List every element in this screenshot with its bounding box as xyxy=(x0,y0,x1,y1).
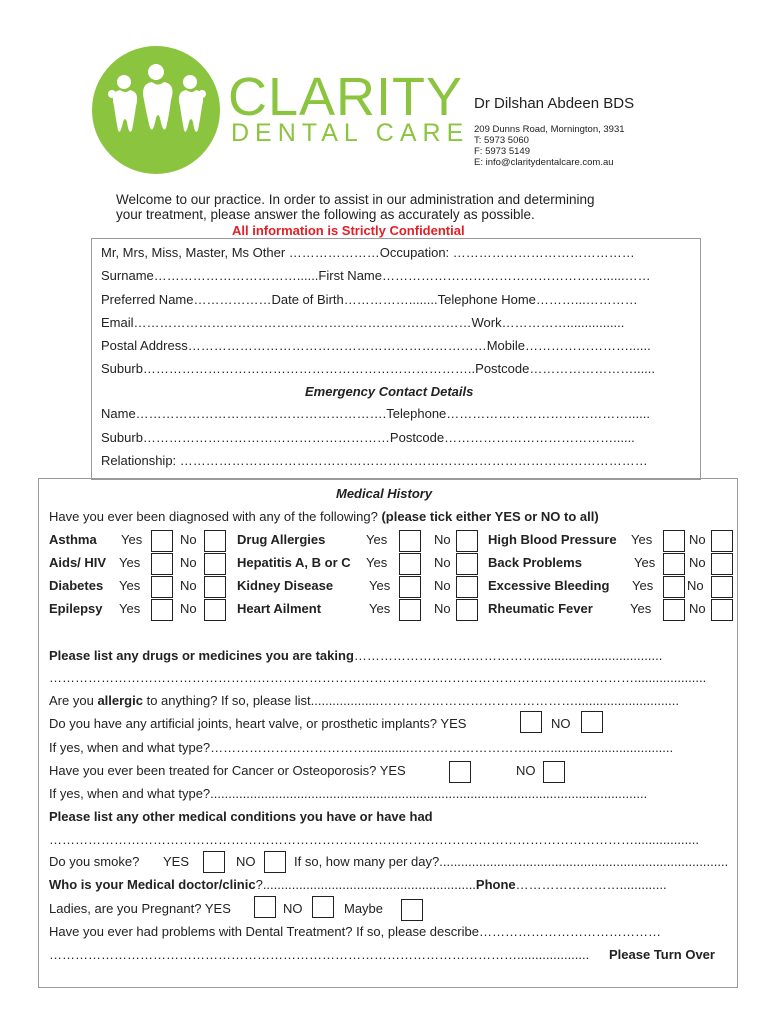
allergy-question-post: to anything? If so, please list...................………………………………………............................. xyxy=(146,693,680,708)
no-label: No xyxy=(180,578,197,593)
email-work-field[interactable]: Email……………………………………………………………………Work……………................ xyxy=(101,315,625,330)
yes-label: Yes xyxy=(632,578,654,593)
pregnant-question: Ladies, are you Pregnant? YES xyxy=(49,901,231,916)
yes-label: Yes xyxy=(119,601,141,616)
smoke-amount-field[interactable]: If so, how many per day?................................................................................ xyxy=(294,854,729,869)
allergy-field[interactable] xyxy=(49,693,679,708)
drug-allergies-no-checkbox[interactable] xyxy=(456,530,478,552)
aids-hiv-no-checkbox[interactable] xyxy=(204,553,226,575)
condition-rheumatic-fever: Rheumatic Fever xyxy=(488,601,593,616)
no-label: No xyxy=(180,532,197,547)
condition-epilepsy: Epilepsy xyxy=(49,601,103,616)
cancer-question: Have you ever been treated for Cancer or Osteoporosis? YES xyxy=(49,763,406,778)
surname-firstname-field[interactable]: Surname……………………………......First Name……………………………………………......…… xyxy=(101,268,651,283)
title-occupation-field[interactable]: Mr, Mrs, Miss, Master, Ms Other …………………Occupation: …………………………………… xyxy=(101,245,635,260)
heart-ailment-yes-checkbox[interactable] xyxy=(399,599,421,621)
doctor-name: Dr Dilshan Abdeen BDS xyxy=(474,95,635,112)
no-label: No xyxy=(434,601,451,616)
doctor-phone-label: Phone xyxy=(475,877,516,892)
condition-aids-hiv: Aids/ HIV xyxy=(49,555,107,570)
emergency-contact-heading: Emergency Contact Details xyxy=(305,384,474,399)
practice-email: E: info@claritydentalcare.com.au xyxy=(474,157,614,168)
implants-details-field[interactable]: If yes, when and what type?………………………………............………………………...….................................. xyxy=(49,740,674,755)
drugs-field[interactable] xyxy=(49,648,662,663)
other-conditions-field[interactable]: ……………………………………………………………………………………………………………………….................. xyxy=(49,832,700,847)
condition-diabetes: Diabetes xyxy=(49,578,104,593)
brand-subtitle: DENTAL CARE xyxy=(231,119,470,147)
diabetes-no-checkbox[interactable] xyxy=(204,576,226,598)
no-label: No xyxy=(687,578,704,593)
no-label: NO xyxy=(516,763,536,778)
epilepsy-no-checkbox[interactable] xyxy=(204,599,226,621)
diagnosis-question xyxy=(49,509,599,524)
please-turn-over: Please Turn Over xyxy=(609,947,715,962)
practice-phone: T: 5973 5060 xyxy=(474,135,529,146)
no-label: NO xyxy=(236,854,256,869)
hepatitis-no-checkbox[interactable] xyxy=(456,553,478,575)
no-label: No xyxy=(689,601,706,616)
implants-question: Do you have any artificial joints, heart valve, or prosthetic implants? YES xyxy=(49,716,467,731)
yes-label: Yes xyxy=(366,555,388,570)
pregnant-maybe-checkbox[interactable] xyxy=(401,899,423,921)
intro-line-2: your treatment, please answer the following as accurately as possible. xyxy=(116,207,535,222)
smoke-yes-checkbox[interactable] xyxy=(203,851,225,873)
intro-line-1: Welcome to our practice. In order to assist in our administration and determining xyxy=(116,192,595,207)
brand-name: CLARITY xyxy=(228,67,464,127)
cancer-no-checkbox[interactable] xyxy=(543,761,565,783)
drugs-question: Please list any drugs or medicines you are taking xyxy=(49,648,354,663)
condition-kidney-disease: Kidney Disease xyxy=(237,578,334,593)
yes-label: Yes xyxy=(631,532,653,547)
yes-label: Yes xyxy=(119,555,141,570)
drugs-continuation-field[interactable]: ……………………………………………………………………………………………………………………….................... xyxy=(49,670,707,685)
condition-heart-ailment: Heart Ailment xyxy=(237,601,322,616)
yes-label: Yes xyxy=(121,532,143,547)
cancer-details-field[interactable]: If yes, when and what type?......................................................................................................................... xyxy=(49,786,648,801)
doctor-phone-dots: ……………………............. xyxy=(515,877,667,892)
smoke-question: Do you smoke? xyxy=(49,854,140,869)
dental-problems-continuation[interactable]: ……………………………………………………………………………………………….................... xyxy=(49,947,590,962)
cancer-yes-checkbox[interactable] xyxy=(449,761,471,783)
diabetes-yes-checkbox[interactable] xyxy=(151,576,173,598)
kidney-disease-no-checkbox[interactable] xyxy=(456,576,478,598)
high-blood-pressure-no-checkbox[interactable] xyxy=(711,530,733,552)
no-label: No xyxy=(180,601,197,616)
heart-ailment-no-checkbox[interactable] xyxy=(456,599,478,621)
rheumatic-fever-no-checkbox[interactable] xyxy=(711,599,733,621)
yes-label: Yes xyxy=(630,601,652,616)
allergy-question-bold: allergic xyxy=(97,693,143,708)
other-conditions-question: Please list any other medical conditions you have or have had xyxy=(49,809,433,824)
practice-address: 209 Dunns Road, Mornington, 3931 xyxy=(474,124,625,135)
pregnant-no-checkbox[interactable] xyxy=(312,896,334,918)
implants-yes-checkbox[interactable] xyxy=(520,711,542,733)
confidential-notice: All information is Strictly Confidential xyxy=(232,223,465,238)
no-label: No xyxy=(689,555,706,570)
aids-hiv-yes-checkbox[interactable] xyxy=(151,553,173,575)
allergy-question-pre: Are you xyxy=(49,693,94,708)
postal-mobile-field[interactable]: Postal Address……………………………………………………………Mobile……………………...... xyxy=(101,338,651,353)
no-label: NO xyxy=(551,716,571,731)
asthma-yes-checkbox[interactable] xyxy=(151,530,173,552)
yes-label: Yes xyxy=(119,578,141,593)
excessive-bleeding-no-checkbox[interactable] xyxy=(711,576,733,598)
asthma-no-checkbox[interactable] xyxy=(204,530,226,552)
practice-fax: F: 5973 5149 xyxy=(474,146,530,157)
yes-label: Yes xyxy=(369,578,391,593)
no-label: No xyxy=(434,578,451,593)
condition-asthma: Asthma xyxy=(49,532,97,547)
diagnosis-instruction: (please tick either YES or NO to all) xyxy=(381,509,599,524)
back-problems-no-checkbox[interactable] xyxy=(711,553,733,575)
pregnant-yes-checkbox[interactable] xyxy=(254,896,276,918)
dental-problems-field[interactable]: Have you ever had problems with Dental Treatment? If so, please describe…………………………………… xyxy=(49,924,661,939)
rheumatic-fever-yes-checkbox[interactable] xyxy=(663,599,685,621)
doctor-question: Who is your Medical doctor/clinic xyxy=(49,877,256,892)
kidney-disease-yes-checkbox[interactable] xyxy=(399,576,421,598)
condition-excessive-bleeding: Excessive Bleeding xyxy=(488,578,610,593)
emergency-name-phone-field[interactable]: Name………………………………………………….Telephone……………………………………...... xyxy=(101,406,650,421)
yes-label: YES xyxy=(163,854,190,869)
no-label: NO xyxy=(283,901,303,916)
maybe-label: Maybe xyxy=(344,901,384,916)
yes-label: Yes xyxy=(366,532,388,547)
suburb-postcode-field[interactable]: Suburb…………………………………………………………………..Postcode……………………...... xyxy=(101,361,656,376)
condition-high-blood-pressure: High Blood Pressure xyxy=(488,532,617,547)
drugs-dots: ……………………………………................................... xyxy=(353,648,663,663)
doctor-dots: ?........................................................... xyxy=(255,877,476,892)
yes-label: Yes xyxy=(369,601,391,616)
yes-label: Yes xyxy=(634,555,656,570)
epilepsy-yes-checkbox[interactable] xyxy=(151,599,173,621)
preferred-dob-phone-field[interactable]: Preferred Name………………Date of Birth……………........Telephone Home………...………… xyxy=(101,292,638,307)
excessive-bleeding-yes-checkbox[interactable] xyxy=(663,576,685,598)
condition-drug-allergies: Drug Allergies xyxy=(237,532,326,547)
emergency-relationship-field[interactable]: Relationship: ……………………………………………………………………………………………… xyxy=(101,453,648,468)
emergency-suburb-postcode-field[interactable]: Suburb…………………………………………………Postcode…………………………………...... xyxy=(101,430,635,445)
back-problems-yes-checkbox[interactable] xyxy=(663,553,685,575)
implants-no-checkbox[interactable] xyxy=(581,711,603,733)
condition-hepatitis: Hepatitis A, B or C xyxy=(237,555,351,570)
doctor-clinic-field[interactable] xyxy=(49,877,667,892)
diagnosis-question-text: Have you ever been diagnosed with any of the following? xyxy=(49,509,378,524)
no-label: No xyxy=(180,555,197,570)
drug-allergies-yes-checkbox[interactable] xyxy=(399,530,421,552)
no-label: No xyxy=(434,555,451,570)
condition-back-problems: Back Problems xyxy=(488,555,582,570)
hepatitis-yes-checkbox[interactable] xyxy=(399,553,421,575)
no-label: No xyxy=(434,532,451,547)
high-blood-pressure-yes-checkbox[interactable] xyxy=(663,530,685,552)
smoke-no-checkbox[interactable] xyxy=(264,851,286,873)
medical-history-heading: Medical History xyxy=(336,486,433,501)
no-label: No xyxy=(689,532,706,547)
